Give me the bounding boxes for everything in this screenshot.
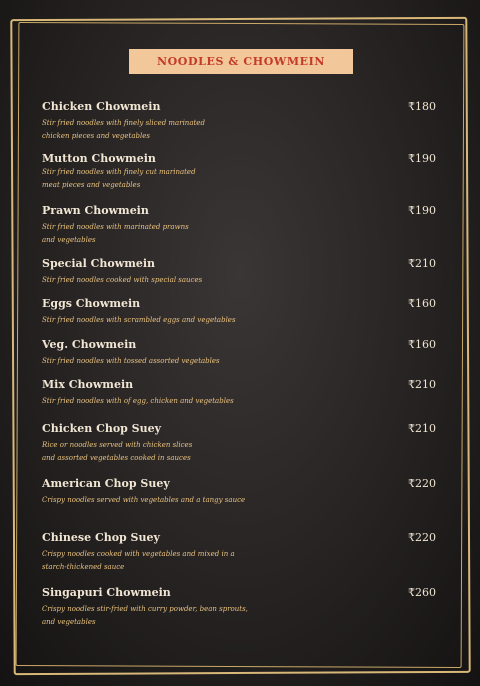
- item-price: ₹210: [408, 378, 436, 391]
- item-description-line: Stir fried noodles with scrambled eggs and vegetables: [42, 316, 236, 324]
- item-price: ₹260: [408, 586, 436, 599]
- item-description-line: and vegetables: [42, 235, 96, 244]
- menu-item: [42, 378, 442, 408]
- item-name: Eggs Chowmein: [42, 297, 141, 310]
- item-price: ₹180: [408, 100, 436, 113]
- item-name: Veg. Chowmein: [42, 338, 137, 351]
- item-price: ₹210: [408, 422, 436, 435]
- item-description-line: meat pieces and vegetables: [42, 180, 141, 189]
- item-description-line: and vegetables: [42, 617, 96, 626]
- item-name: Chicken Chowmein: [42, 100, 161, 113]
- item-description-line: Stir fried noodles with tossed assorted vegetables: [42, 357, 220, 365]
- menu-item: [42, 152, 442, 191]
- item-price: ₹220: [408, 531, 436, 544]
- item-description: [42, 166, 267, 191]
- item-description-line: Stir fried noodles with finely cut marinated: [42, 168, 196, 176]
- menu-item: [42, 100, 442, 142]
- item-description: [42, 494, 267, 507]
- menu-item: [42, 586, 442, 628]
- menu-item: [42, 531, 442, 573]
- item-description: [42, 314, 267, 327]
- item-name: Chicken Chop Suey: [42, 422, 162, 435]
- item-name: Chinese Chop Suey: [42, 531, 160, 544]
- item-description: [42, 355, 267, 368]
- item-description: [42, 117, 267, 142]
- menu-item: [42, 257, 442, 287]
- item-description: [42, 439, 267, 464]
- item-description-line: starch-thickened sauce: [42, 562, 125, 571]
- item-description-line: Crispy noodles stir-fried with curry powder, bean sprouts,: [42, 605, 248, 613]
- section-title-banner: [129, 49, 353, 74]
- item-name: Singapuri Chowmein: [42, 586, 171, 599]
- menu-item: [42, 297, 442, 327]
- item-description-line: Stir fried noodles with finely sliced marinated: [42, 119, 205, 127]
- item-price: ₹210: [408, 257, 436, 270]
- menu-item: [42, 477, 442, 507]
- menu-item: [42, 204, 442, 246]
- item-description: [42, 603, 282, 628]
- menu-item: [42, 338, 442, 368]
- item-description: [42, 274, 267, 287]
- item-price: ₹190: [408, 204, 436, 217]
- item-name: American Chop Suey: [42, 477, 170, 490]
- item-name: Prawn Chowmein: [42, 204, 149, 217]
- item-price: ₹160: [408, 338, 436, 351]
- item-name: Mix Chowmein: [42, 378, 134, 391]
- item-description-line: Rice or noodles served with chicken slices: [42, 441, 193, 449]
- item-description-line: Stir fried noodles with of egg, chicken and vegetables: [42, 397, 234, 405]
- item-price: ₹190: [408, 152, 436, 165]
- item-description: [42, 221, 267, 246]
- item-description-line: and assorted vegetables cooked in sauces: [42, 453, 191, 462]
- item-price: ₹220: [408, 477, 436, 490]
- item-description-line: Stir fried noodles with marinated prawns: [42, 223, 189, 231]
- item-name: Mutton Chowmein: [42, 152, 156, 165]
- section-title: NOODLES & CHOWMEIN: [156, 55, 326, 68]
- item-description-line: Crispy noodles cooked with vegetables and mixed in a: [42, 550, 235, 558]
- item-description-line: Crispy noodles served with vegetables and a tangy sauce: [42, 496, 246, 504]
- item-name: Special Chowmein: [42, 257, 156, 270]
- item-price: ₹160: [408, 297, 436, 310]
- item-description: [42, 395, 267, 408]
- item-description-line: Stir fried noodles cooked with special sauces: [42, 276, 203, 284]
- item-description: [42, 548, 267, 573]
- menu-item: [42, 422, 442, 464]
- item-description-line: chicken pieces and vegetables: [42, 131, 150, 140]
